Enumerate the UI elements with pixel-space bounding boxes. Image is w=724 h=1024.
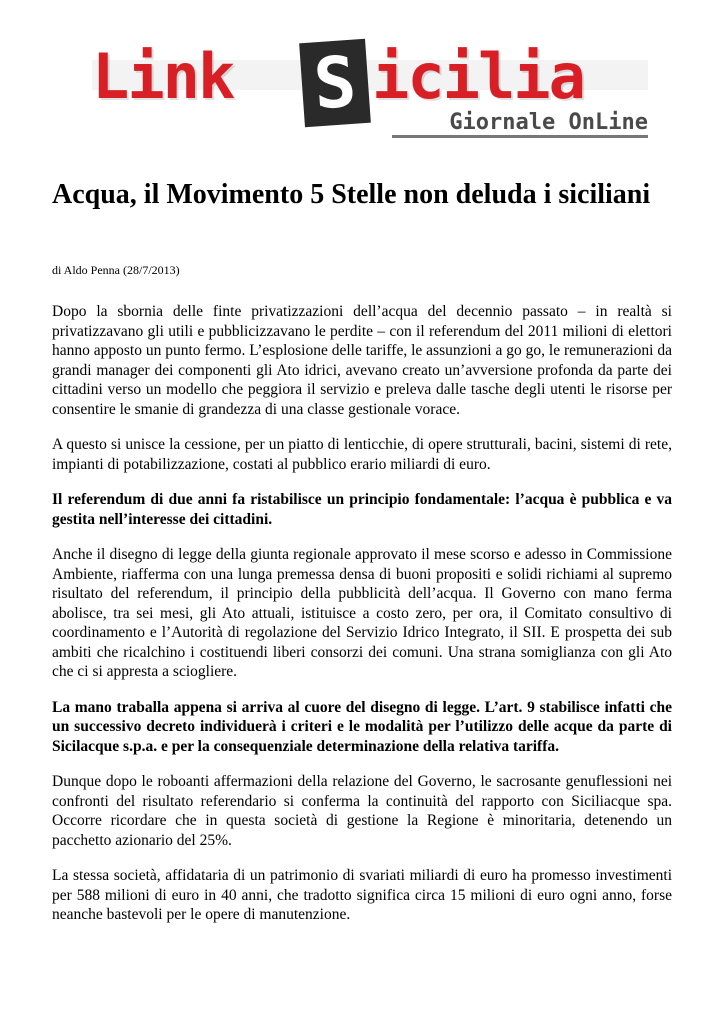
logo-tagline-rule [392, 135, 648, 138]
article-byline: di Aldo Penna (28/7/2013) [52, 263, 180, 277]
paragraph-1: Dopo la sbornia delle finte privatizzazioni dell’acqua del decennio passato – in realtà si privatizzavano gli utili e pubblicizzavano le perdite – con il referendum del 2011 milioni di elettori hanno apposto un punto fermo. L’esplosione delle tariffe, le assunzioni a go go, le remunerazioni da grandi manager dei componenti gli Ato idrici, avevano creato un’avversione profonda da parte dei cittadini verso un modello che peggiora il servizio e preleva dalle tasche degli utenti le risorse per consentire le smanie di grandezza di una classe gestionale vorace. [52, 303, 672, 418]
paragraph-5-bold: La mano traballa appena si arriva al cuore del disegno di legge. L’art. 9 stabilisce infatti che un successivo decreto individuerà i criteri e le modalità per l’utilizzo delle acque da parte di Sicilacque s.p.a. e per la consequenziale determinazione della relativa tariffa. [52, 698, 672, 755]
paragraph-3-bold: Il referendum di due anni fa ristabilisce un principio fondamentale: l’acqua è pubblica e va gestita nell’interesse dei cittadini. [52, 491, 672, 528]
paragraph-2: A questo si unisce la cessione, per un piatto di lenticchie, di opere strutturali, bacini, sistemi di rete, impianti di potabilizzazione, costati al pubblico erario miliardi di euro. [52, 436, 672, 473]
logo-word-link: Link [92, 40, 234, 113]
paragraph-4: Anche il disegno di legge della giunta regionale approvato il mese scorso e adesso in Commissione Ambiente, riafferma con una lunga premessa densa di buoni propositi e solidi richiami al supremo risultato del referendum, il principio della pubblicità dell’acqua. Il Governo con mano ferma abolisce, tra sei mesi, gli Ato attuali, istituisce a costo zero, per ora, il Comitato consultivo di coordinamento e l’Autorità di regolazione del Servizio Idrico Integrato, il SII. E prospetta dei sub ambiti che ricalchino i costituendi liberi consorzi dei comuni. Una strana somiglianza con gli Ato che ci si appresta a sciogliere. [52, 546, 672, 680]
logo-wordmark [92, 40, 584, 126]
logo-s-box [299, 39, 371, 127]
logo-tagline: Giornale OnLine [449, 110, 648, 135]
paragraph-7: La stessa società, affidataria di un patrimonio di svariati miliardi di euro ha promesso investimenti per 588 milioni di euro in 40 anni, che tradotto significa circa 15 milioni di euro ogni anno, forse neanche bastevoli per le opere di manutenzione. [52, 867, 672, 923]
logo-word-icilia: icilia [372, 40, 584, 113]
site-logo[interactable] [92, 40, 648, 135]
logo-letter-s: S [311, 40, 359, 126]
article-title: Acqua, il Movimento 5 Stelle non deluda i siciliani [52, 179, 651, 210]
article-body [52, 302, 672, 941]
paragraph-6: Dunque dopo le roboanti affermazioni della relazione del Governo, le sacrosante genuflessioni nei confronti del risultato referendario si conferma la continuità del rapporto con Siciliacque spa. Occorre ricordare che in questa società di gestione la Regione è minoritaria, detenendo un pacchetto azionario del 25%. [52, 773, 672, 849]
